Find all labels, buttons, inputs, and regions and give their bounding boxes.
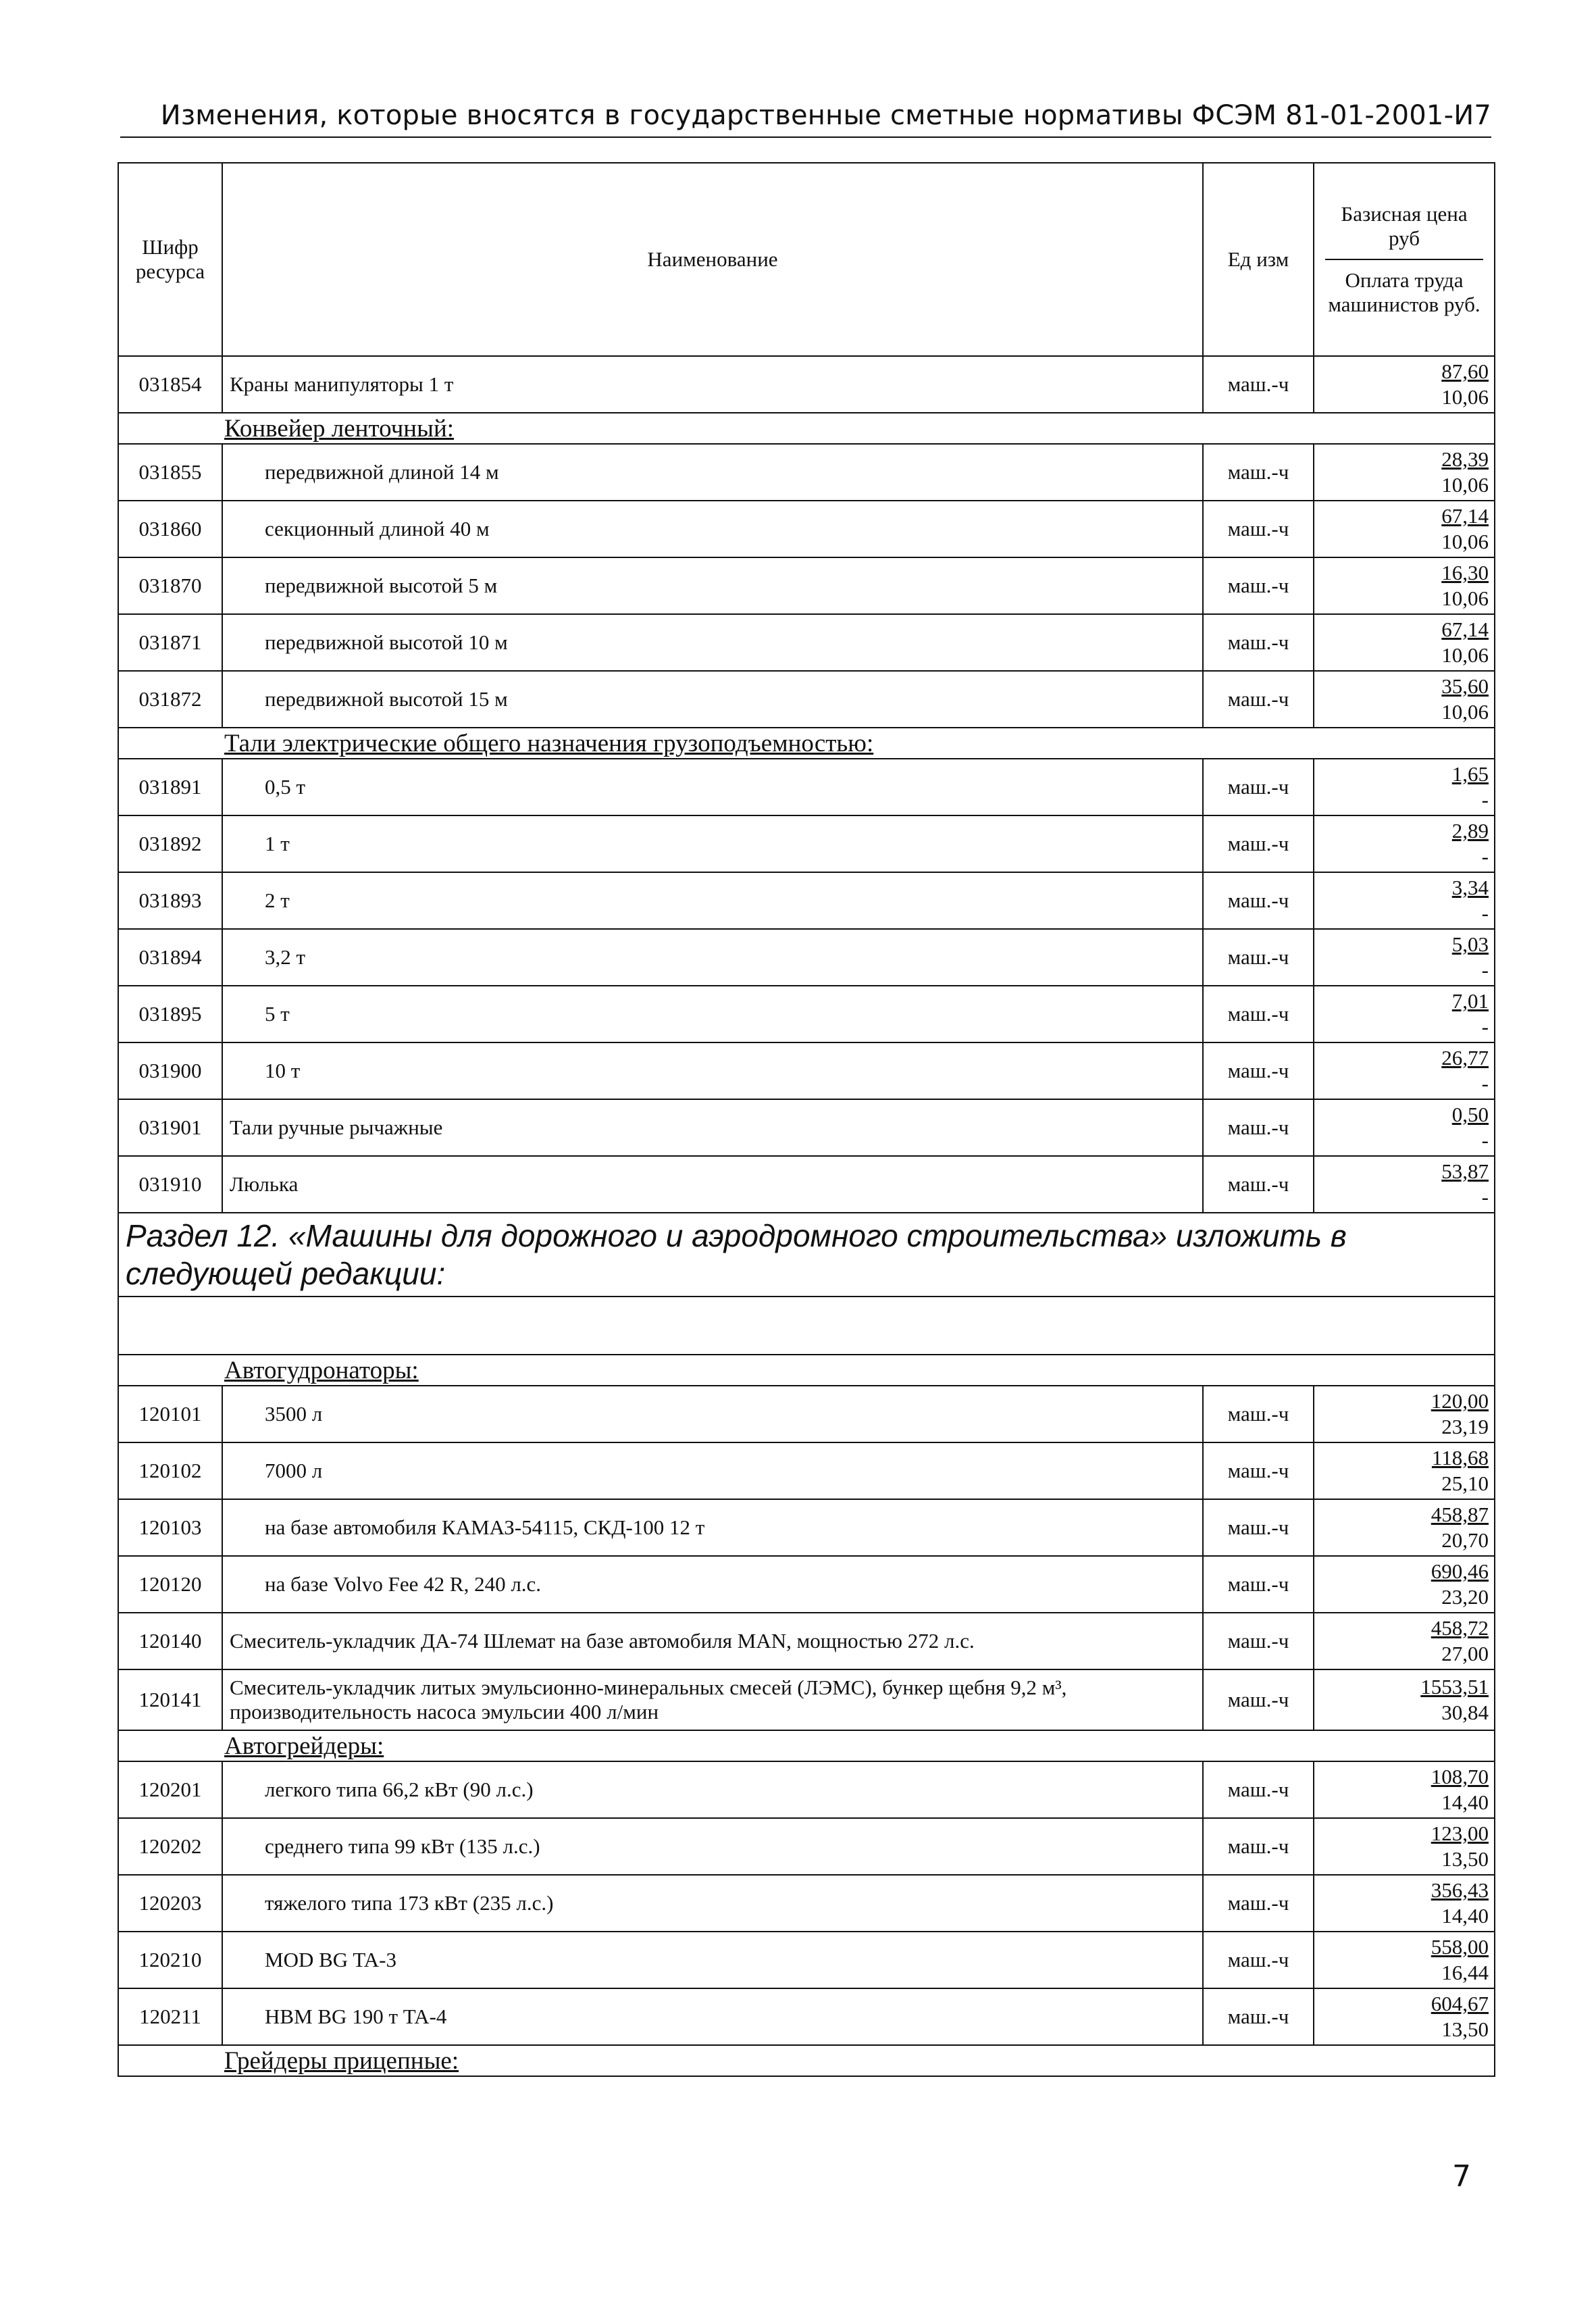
resource-price-cell [1314, 929, 1495, 986]
resource-price-cell [1314, 614, 1495, 671]
labor-price: 10,06 [1441, 643, 1489, 667]
labor-price: - [1481, 958, 1489, 982]
resource-name: легкого типа 66,2 кВт (90 л.с.) [222, 1761, 1203, 1818]
resource-name: MOD BG TA-3 [222, 1932, 1203, 1988]
resource-code: 120201 [118, 1761, 222, 1818]
table-row [118, 1875, 1495, 1932]
base-price: 123,00 [1431, 1821, 1489, 1845]
resource-code: 031871 [118, 614, 222, 671]
resource-code: 120203 [118, 1875, 222, 1932]
table-row [118, 929, 1495, 986]
resource-unit: маш.-ч [1203, 759, 1314, 815]
resource-name: Люлька [222, 1156, 1203, 1213]
resource-price-cell [1314, 557, 1495, 614]
resource-code: 031895 [118, 986, 222, 1042]
resource-price-cell [1314, 1988, 1495, 2045]
base-price: 67,14 [1441, 504, 1489, 528]
resource-name: на базе Volvo Fee 42 R, 240 л.с. [222, 1556, 1203, 1613]
resource-price-cell [1314, 1042, 1495, 1099]
labor-price: - [1481, 1072, 1489, 1095]
base-price: 458,87 [1431, 1503, 1489, 1526]
table-row [118, 1556, 1495, 1613]
table-row [118, 671, 1495, 728]
resource-price-cell [1314, 1442, 1495, 1499]
group-title: Автогрейдеры: [118, 1730, 1495, 1761]
empty-row [118, 1297, 1495, 1355]
labor-price: - [1481, 1185, 1489, 1209]
resource-unit: маш.-ч [1203, 356, 1314, 413]
labor-price: - [1481, 1128, 1489, 1152]
resource-code: 031855 [118, 444, 222, 501]
resource-code: 120103 [118, 1499, 222, 1556]
resource-price-cell [1314, 356, 1495, 413]
group-row [118, 413, 1495, 444]
resource-code: 120210 [118, 1932, 222, 1988]
resource-price-cell [1314, 1932, 1495, 1988]
base-price: 2,89 [1451, 819, 1489, 842]
resource-unit: маш.-ч [1203, 1761, 1314, 1818]
resource-name: Смеситель-укладчик литых эмульсионно-минеральных смесей (ЛЭМС), бункер щебня 9,2 м³, производительность насоса эмульсии 400 л/мин [222, 1669, 1203, 1730]
resource-name: передвижной длиной 14 м [222, 444, 1203, 501]
resource-name: 5 т [222, 986, 1203, 1042]
header-code: Шифр ресурса [118, 163, 222, 356]
section-row [118, 1213, 1495, 1297]
resource-code: 031900 [118, 1042, 222, 1099]
header-name: Наименование [222, 163, 1203, 356]
resource-unit: маш.-ч [1203, 1988, 1314, 2045]
resource-name: 2 т [222, 872, 1203, 929]
resource-code: 031891 [118, 759, 222, 815]
base-price: 28,39 [1441, 447, 1489, 471]
resource-code: 031901 [118, 1099, 222, 1156]
labor-price: - [1481, 788, 1489, 811]
resource-name: 3500 л [222, 1386, 1203, 1442]
resource-price-cell [1314, 759, 1495, 815]
resource-code: 031892 [118, 815, 222, 872]
resource-code: 120140 [118, 1613, 222, 1669]
base-price: 53,87 [1441, 1159, 1489, 1183]
resource-name: Краны манипуляторы 1 т [222, 356, 1203, 413]
resource-code: 120120 [118, 1556, 222, 1613]
group-row [118, 2045, 1495, 2076]
labor-price: 23,20 [1441, 1585, 1489, 1609]
resource-price-cell [1314, 815, 1495, 872]
group-title: Конвейер ленточный: [118, 413, 1495, 444]
base-price: 118,68 [1431, 1446, 1489, 1469]
base-price: 0,50 [1451, 1103, 1489, 1126]
base-price: 108,70 [1431, 1765, 1489, 1788]
resource-unit: маш.-ч [1203, 1818, 1314, 1875]
table-row [118, 986, 1495, 1042]
resource-price-cell [1314, 1556, 1495, 1613]
resource-price-cell [1314, 1761, 1495, 1818]
table-row [118, 1156, 1495, 1213]
base-price: 3,34 [1451, 876, 1489, 899]
resource-price-cell [1314, 872, 1495, 929]
resource-price-cell [1314, 1875, 1495, 1932]
header-price [1314, 163, 1495, 356]
labor-price: 20,70 [1441, 1528, 1489, 1552]
table-row [118, 1932, 1495, 1988]
base-price: 1,65 [1451, 762, 1489, 786]
base-price: 35,60 [1441, 674, 1489, 698]
resource-code: 120202 [118, 1818, 222, 1875]
resource-unit: маш.-ч [1203, 986, 1314, 1042]
table-header-row [118, 163, 1495, 356]
resource-code: 031872 [118, 671, 222, 728]
resource-unit: маш.-ч [1203, 1556, 1314, 1613]
base-price: 5,03 [1451, 932, 1489, 956]
resource-unit: маш.-ч [1203, 1875, 1314, 1932]
resource-name: 7000 л [222, 1442, 1203, 1499]
group-title: Грейдеры прицепные: [118, 2045, 1495, 2076]
page-number: 7 [1452, 2159, 1471, 2194]
resource-unit: маш.-ч [1203, 1442, 1314, 1499]
resource-unit: маш.-ч [1203, 1042, 1314, 1099]
base-price: 120,00 [1431, 1389, 1489, 1413]
labor-price: 10,06 [1441, 700, 1489, 724]
resource-unit: маш.-ч [1203, 671, 1314, 728]
resource-unit: маш.-ч [1203, 1099, 1314, 1156]
labor-price: 10,06 [1441, 530, 1489, 553]
group-title: Автогудронаторы: [118, 1355, 1495, 1386]
labor-price: 13,50 [1441, 1847, 1489, 1871]
resource-unit: маш.-ч [1203, 1669, 1314, 1730]
resource-code: 120211 [118, 1988, 222, 2045]
table-row [118, 1099, 1495, 1156]
resource-unit: маш.-ч [1203, 1386, 1314, 1442]
resource-price-cell [1314, 1499, 1495, 1556]
resource-unit: маш.-ч [1203, 1613, 1314, 1669]
resource-unit: маш.-ч [1203, 1499, 1314, 1556]
resource-unit: маш.-ч [1203, 815, 1314, 872]
resource-unit: маш.-ч [1203, 1932, 1314, 1988]
resource-unit: маш.-ч [1203, 557, 1314, 614]
table-row [118, 444, 1495, 501]
base-price: 26,77 [1441, 1046, 1489, 1070]
header-price-labor: Оплата труда машинистов руб. [1325, 259, 1483, 317]
table-row [118, 1613, 1495, 1669]
group-row [118, 1355, 1495, 1386]
resource-name: 1 т [222, 815, 1203, 872]
resource-price-cell [1314, 444, 1495, 501]
table-row [118, 1499, 1495, 1556]
resource-code: 031894 [118, 929, 222, 986]
table-row [118, 1761, 1495, 1818]
resource-name: Тали ручные рычажные [222, 1099, 1203, 1156]
resource-name: передвижной высотой 5 м [222, 557, 1203, 614]
page-header: Изменения, которые вносятся в государственные сметные нормативы ФСЭМ 81-01-2001-И7 [120, 100, 1491, 138]
labor-price: 10,06 [1441, 473, 1489, 497]
labor-price: 23,19 [1441, 1415, 1489, 1438]
labor-price: 13,50 [1441, 2017, 1489, 2041]
table-row [118, 1669, 1495, 1730]
base-price: 67,14 [1441, 618, 1489, 641]
resource-price-cell [1314, 501, 1495, 557]
resource-name: тяжелого типа 173 кВт (235 л.с.) [222, 1875, 1203, 1932]
table-row [118, 614, 1495, 671]
resource-table [118, 162, 1495, 2077]
table-row [118, 1442, 1495, 1499]
base-price: 356,43 [1431, 1878, 1489, 1902]
labor-price: 16,44 [1441, 1961, 1489, 1984]
base-price: 16,30 [1441, 561, 1489, 584]
table-row [118, 501, 1495, 557]
base-price: 7,01 [1451, 989, 1489, 1013]
resource-name: передвижной высотой 15 м [222, 671, 1203, 728]
resource-price-cell [1314, 1818, 1495, 1875]
resource-price-cell [1314, 1156, 1495, 1213]
labor-price: 27,00 [1441, 1642, 1489, 1665]
header-unit: Ед изм [1203, 163, 1314, 356]
resource-price-cell [1314, 986, 1495, 1042]
labor-price: - [1481, 901, 1489, 925]
table-row [118, 356, 1495, 413]
resource-code: 031910 [118, 1156, 222, 1213]
resource-name: передвижной высотой 10 м [222, 614, 1203, 671]
labor-price: 14,40 [1441, 1904, 1489, 1928]
labor-price: 10,06 [1441, 385, 1489, 409]
resource-name: Смеситель-укладчик ДА-74 Шлемат на базе автомобиля MAN, мощностью 272 л.с. [222, 1613, 1203, 1669]
resource-price-cell [1314, 1613, 1495, 1669]
table-row [118, 1818, 1495, 1875]
header-price-base: Базисная цена руб [1341, 202, 1468, 250]
group-row [118, 1730, 1495, 1761]
empty-cell [118, 1297, 1495, 1355]
resource-code: 031854 [118, 356, 222, 413]
labor-price: 14,40 [1441, 1790, 1489, 1814]
resource-code: 031870 [118, 557, 222, 614]
table-row [118, 1988, 1495, 2045]
resource-code: 120102 [118, 1442, 222, 1499]
resource-code: 031893 [118, 872, 222, 929]
resource-name: HBM BG 190 т TA-4 [222, 1988, 1203, 2045]
labor-price: - [1481, 1015, 1489, 1038]
table-row [118, 1386, 1495, 1442]
resource-code: 120101 [118, 1386, 222, 1442]
resource-name: среднего типа 99 кВт (135 л.с.) [222, 1818, 1203, 1875]
resource-unit: маш.-ч [1203, 872, 1314, 929]
table-row [118, 759, 1495, 815]
labor-price: 25,10 [1441, 1472, 1489, 1495]
labor-price: 30,84 [1441, 1701, 1489, 1724]
resource-price-cell [1314, 1099, 1495, 1156]
resource-code: 031860 [118, 501, 222, 557]
resource-price-cell [1314, 671, 1495, 728]
resource-name: 3,2 т [222, 929, 1203, 986]
labor-price: - [1481, 845, 1489, 868]
base-price: 1553,51 [1420, 1675, 1489, 1699]
resource-unit: маш.-ч [1203, 444, 1314, 501]
base-price: 458,72 [1431, 1616, 1489, 1640]
table-row [118, 815, 1495, 872]
base-price: 558,00 [1431, 1935, 1489, 1959]
resource-unit: маш.-ч [1203, 501, 1314, 557]
resource-unit: маш.-ч [1203, 1156, 1314, 1213]
table-row [118, 872, 1495, 929]
base-price: 690,46 [1431, 1559, 1489, 1583]
resource-unit: маш.-ч [1203, 929, 1314, 986]
group-title: Тали электрические общего назначения грузоподъемностью: [118, 728, 1495, 759]
resource-price-cell [1314, 1386, 1495, 1442]
base-price: 604,67 [1431, 1992, 1489, 2015]
resource-name: 10 т [222, 1042, 1203, 1099]
labor-price: 10,06 [1441, 586, 1489, 610]
resource-name: секционный длиной 40 м [222, 501, 1203, 557]
table-row [118, 1042, 1495, 1099]
section-title: Раздел 12. «Машины для дорожного и аэродромного строительства» изложить в следующей редакции: [118, 1213, 1495, 1297]
resource-code: 120141 [118, 1669, 222, 1730]
resource-price-cell [1314, 1669, 1495, 1730]
resource-name: 0,5 т [222, 759, 1203, 815]
resource-unit: маш.-ч [1203, 614, 1314, 671]
resource-name: на базе автомобиля КАМАЗ-54115, СКД-100 12 т [222, 1499, 1203, 1556]
table-row [118, 557, 1495, 614]
group-row [118, 728, 1495, 759]
base-price: 87,60 [1441, 359, 1489, 383]
